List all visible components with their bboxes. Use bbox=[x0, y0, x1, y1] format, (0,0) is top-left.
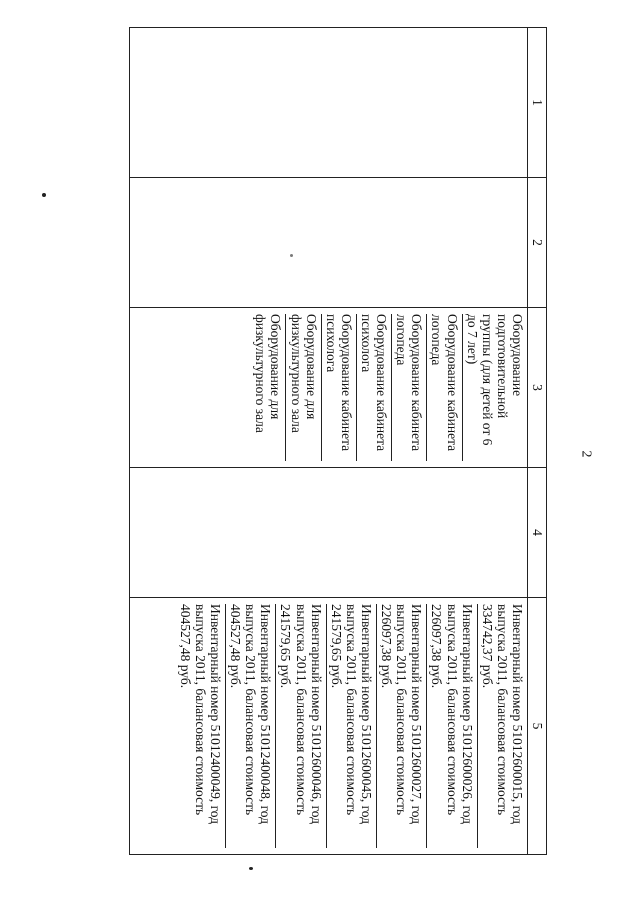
list-item: Оборудование подготовительной группы (для детей от 6 до 7 лет) bbox=[462, 314, 527, 461]
list-item: Инвентарный номер 51012600027, год выпуска 2011, балансовая стоимость 226097,38 руб. bbox=[376, 604, 426, 848]
column-number-2: 2 bbox=[528, 178, 547, 308]
column-number-4: 4 bbox=[528, 468, 547, 598]
column-number-header bbox=[528, 28, 547, 855]
table-row bbox=[130, 28, 528, 855]
list-item: Инвентарный номер 51012600015, год выпуска 2011, балансовая стоимость 334742,37 руб. bbox=[477, 604, 527, 848]
scan-speck bbox=[290, 254, 293, 257]
rotated-table-sheet bbox=[129, 27, 547, 854]
list-item: Инвентарный номер 51012400049, год выпуска 2011, балансовая стоимость 404527,48 руб. bbox=[177, 604, 224, 824]
list-item: Инвентарный номер 51012600046, год выпуска 2011, балансовая стоимость 241579,65 руб. bbox=[275, 604, 325, 848]
list-item: Оборудование кабинета психолога bbox=[321, 314, 356, 461]
list-item: Оборудование для физкультурного зала bbox=[285, 314, 320, 461]
property-register-table bbox=[129, 27, 547, 855]
item-name-cell bbox=[130, 308, 528, 468]
column-number-5: 5 bbox=[528, 598, 547, 855]
list-item: Оборудование для физкультурного зала bbox=[253, 314, 284, 433]
list-item: Инвентарный номер 51012400048, год выпуска 2011, балансовая стоимость 404527,48 руб. bbox=[225, 604, 275, 848]
column-4-cell bbox=[130, 468, 528, 598]
item-details-cell bbox=[130, 598, 528, 855]
list-item: Оборудование кабинета психолога bbox=[356, 314, 391, 461]
scan-speck bbox=[42, 193, 46, 197]
column-number-3: 3 bbox=[528, 308, 547, 468]
column-1-cell bbox=[130, 28, 528, 178]
list-item: Оборудование кабинета логопеда bbox=[426, 314, 461, 461]
scan-speck bbox=[249, 867, 253, 870]
list-item: Инвентарный номер 51012600026, год выпуска 2011, балансовая стоимость 226097,38 руб. bbox=[426, 604, 476, 848]
column-number-1: 1 bbox=[528, 28, 547, 178]
list-item: Оборудование кабинета логопеда bbox=[391, 314, 426, 461]
page-number: 2 bbox=[578, 450, 594, 458]
column-2-cell bbox=[130, 178, 528, 308]
list-item: Инвентарный номер 51012600045, год выпуска 2011, балансовая стоимость 241579,65 руб. bbox=[326, 604, 376, 848]
